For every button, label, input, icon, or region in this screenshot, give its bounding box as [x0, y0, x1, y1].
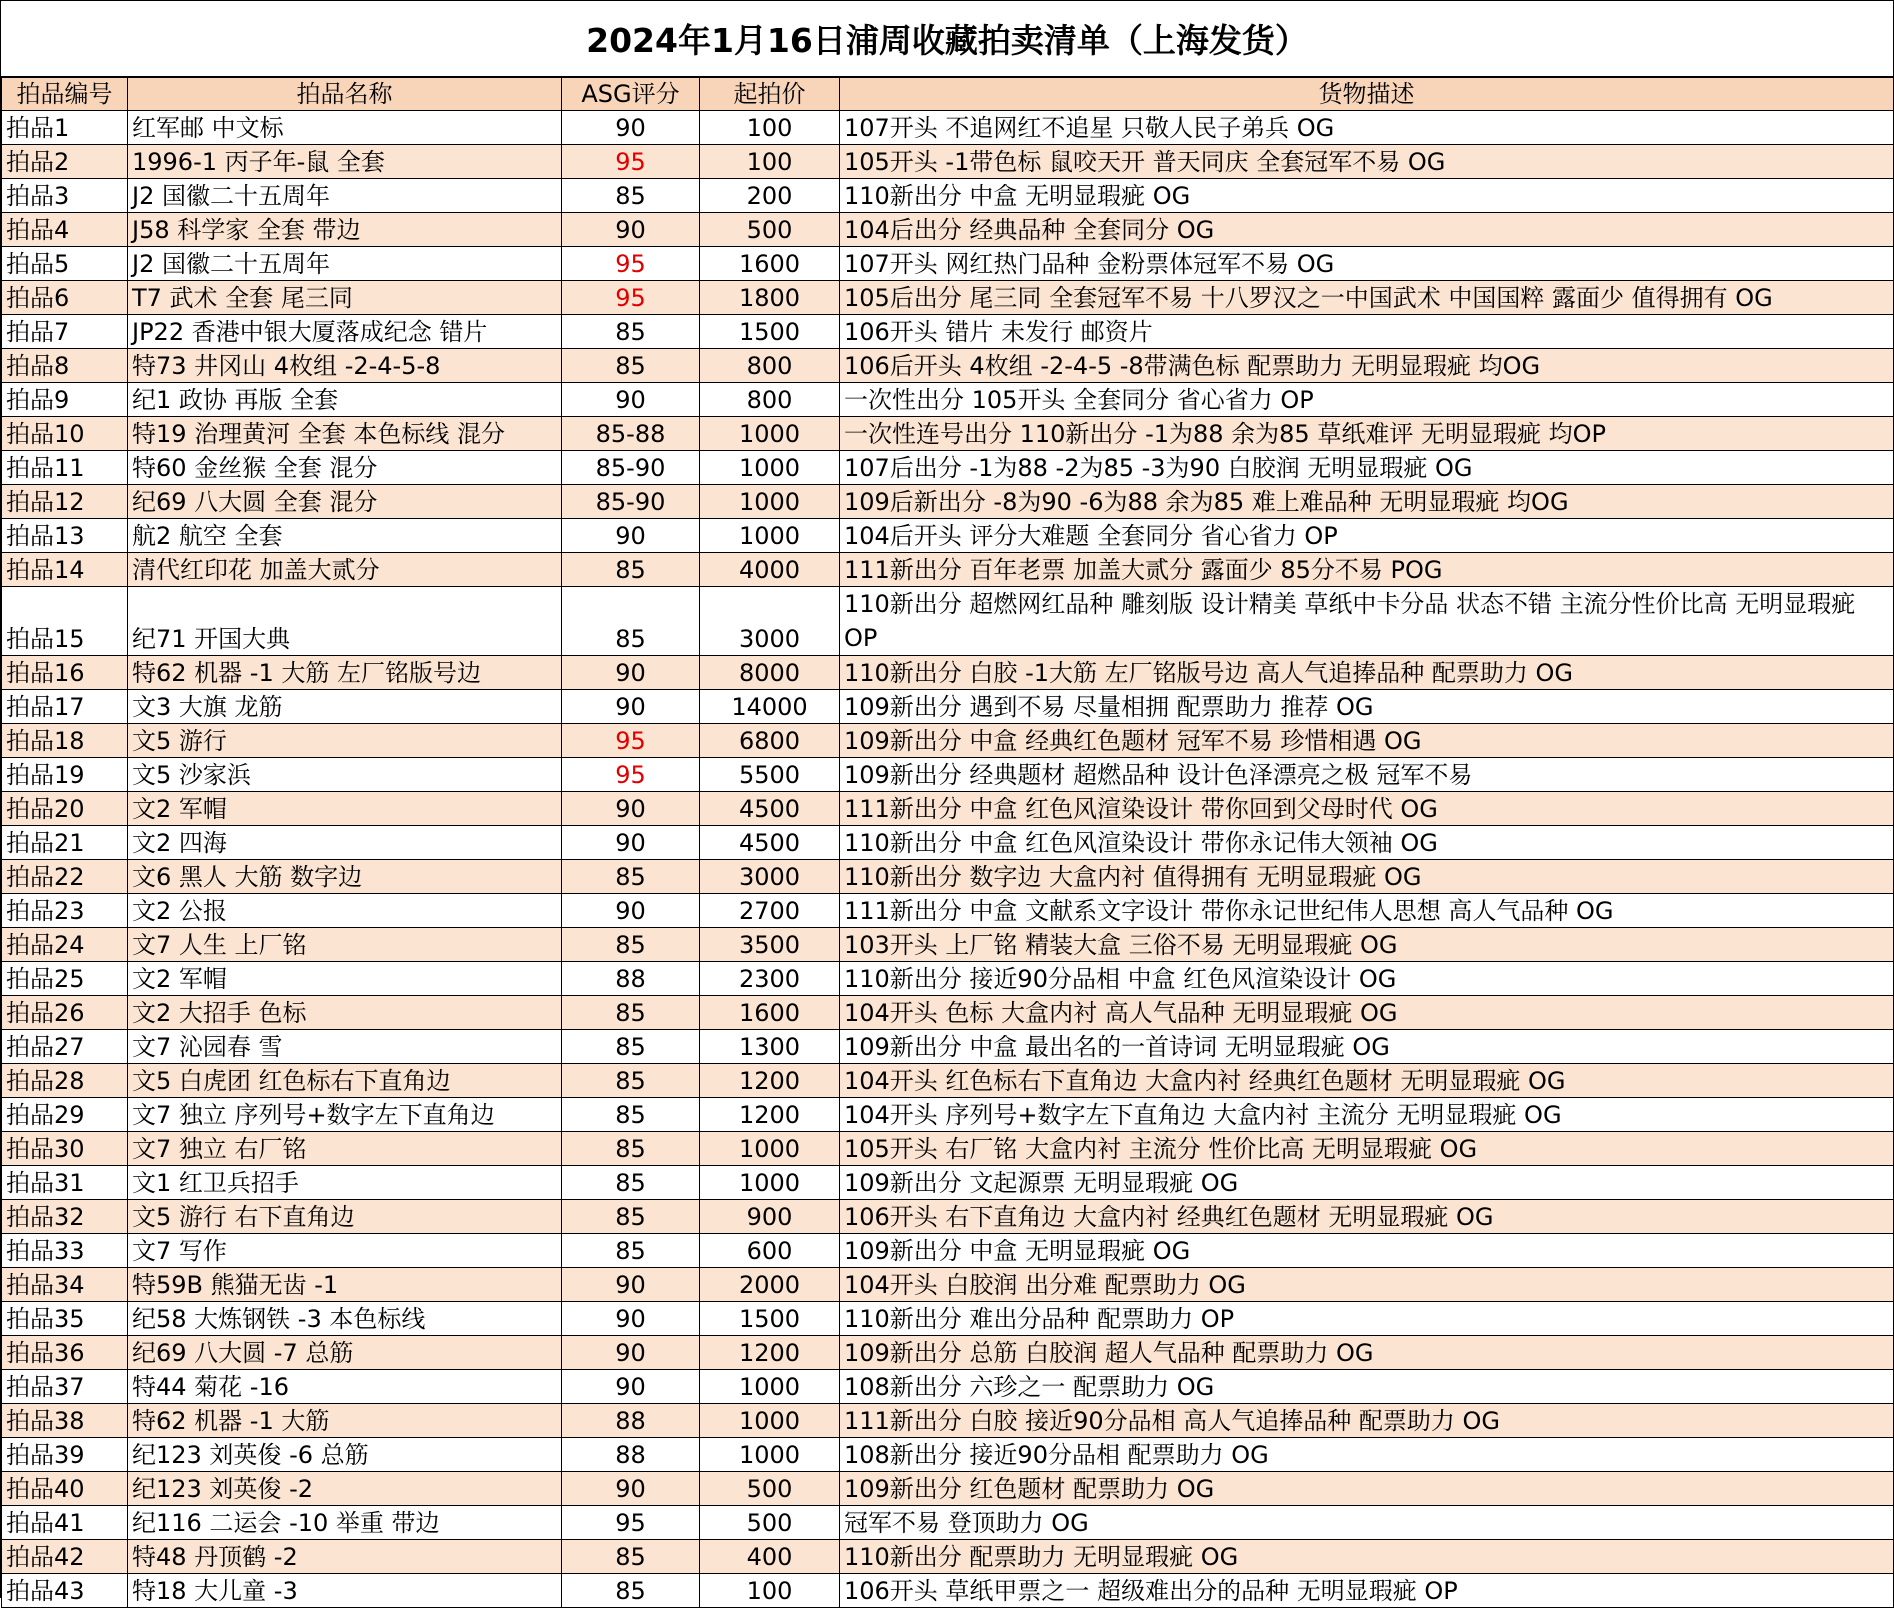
lot-number-cell: 拍品8	[2, 349, 128, 383]
lot-number-cell: 拍品27	[2, 1030, 128, 1064]
table-row	[2, 1268, 1894, 1302]
table-row	[2, 485, 1894, 519]
start-price-cell: 1000	[700, 1404, 840, 1438]
lot-number-cell: 拍品40	[2, 1472, 128, 1506]
description-cell: 冠军不易 登顶助力 OG	[840, 1506, 1894, 1540]
table-row	[2, 1438, 1894, 1472]
start-price-cell: 14000	[700, 690, 840, 724]
page-title: 2024年1月16日浦周收藏拍卖清单（上海发货）	[1, 1, 1893, 77]
asg-grade-cell: 88	[562, 962, 700, 996]
table-row	[2, 451, 1894, 485]
lot-name-cell: 特62 机器 -1 大筋 左厂铭版号边	[128, 656, 562, 690]
start-price-cell: 1300	[700, 1030, 840, 1064]
start-price-cell: 600	[700, 1234, 840, 1268]
start-price-cell: 3500	[700, 928, 840, 962]
lot-number-cell: 拍品13	[2, 519, 128, 553]
lot-number-cell: 拍品1	[2, 111, 128, 145]
description-cell: 109新出分 经典题材 超燃品种 设计色泽漂亮之极 冠军不易	[840, 758, 1894, 792]
description-cell: 111新出分 百年老票 加盖大贰分 露面少 85分不易 POG	[840, 553, 1894, 587]
asg-grade-cell: 90	[562, 1472, 700, 1506]
lot-name-cell: 特19 治理黄河 全套 本色标线 混分	[128, 417, 562, 451]
table-row	[2, 315, 1894, 349]
description-cell: 110新出分 中盒 无明显瑕疵 OG	[840, 179, 1894, 213]
start-price-cell: 2000	[700, 1268, 840, 1302]
lot-number-cell: 拍品17	[2, 690, 128, 724]
lot-number-cell: 拍品15	[2, 587, 128, 656]
asg-grade-cell: 85	[562, 1234, 700, 1268]
start-price-cell: 800	[700, 349, 840, 383]
start-price-cell: 1000	[700, 519, 840, 553]
description-cell: 107后出分 -1为88 -2为85 -3为90 白胶润 无明显瑕疵 OG	[840, 451, 1894, 485]
start-price-cell: 1200	[700, 1098, 840, 1132]
asg-grade-cell: 85	[562, 1098, 700, 1132]
description-cell: 109新出分 中盒 经典红色题材 冠军不易 珍惜相遇 OG	[840, 724, 1894, 758]
asg-grade-cell: 90	[562, 1370, 700, 1404]
table-row	[2, 690, 1894, 724]
lot-name-cell: 文7 独立 右厂铭	[128, 1132, 562, 1166]
description-cell: 110新出分 中盒 红色风渲染设计 带你永记伟大领袖 OG	[840, 826, 1894, 860]
asg-grade-cell: 85	[562, 860, 700, 894]
table-row	[2, 724, 1894, 758]
lot-name-cell: 纪1 政协 再版 全套	[128, 383, 562, 417]
lot-name-cell: 文5 游行 右下直角边	[128, 1200, 562, 1234]
asg-grade-cell: 90	[562, 826, 700, 860]
description-cell: 106开头 草纸甲票之一 超级难出分的品种 无明显瑕疵 OP	[840, 1574, 1894, 1608]
lot-name-cell: J58 科学家 全套 带边	[128, 213, 562, 247]
start-price-cell: 100	[700, 145, 840, 179]
asg-grade-cell: 85-88	[562, 417, 700, 451]
asg-grade-cell: 90	[562, 1268, 700, 1302]
description-cell: 104开头 序列号+数字左下直角边 大盒内衬 主流分 无明显瑕疵 OG	[840, 1098, 1894, 1132]
lot-name-cell: 文3 大旗 龙筋	[128, 690, 562, 724]
lot-number-cell: 拍品32	[2, 1200, 128, 1234]
asg-grade-cell: 85	[562, 1132, 700, 1166]
asg-grade-cell: 90	[562, 383, 700, 417]
start-price-cell: 1000	[700, 451, 840, 485]
lot-name-cell: 纪123 刘英俊 -2	[128, 1472, 562, 1506]
header-row	[2, 78, 1894, 111]
description-cell: 106开头 右下直角边 大盒内衬 经典红色题材 无明显瑕疵 OG	[840, 1200, 1894, 1234]
lot-number-cell: 拍品28	[2, 1064, 128, 1098]
table-row	[2, 996, 1894, 1030]
start-price-cell: 1200	[700, 1064, 840, 1098]
lot-name-cell: 文2 军帽	[128, 792, 562, 826]
description-cell: 110新出分 白胶 -1大筋 左厂铭版号边 高人气追捧品种 配票助力 OG	[840, 656, 1894, 690]
table-row	[2, 1370, 1894, 1404]
start-price-cell: 500	[700, 213, 840, 247]
description-cell: 107开头 网红热门品种 金粉票体冠军不易 OG	[840, 247, 1894, 281]
start-price-cell: 1500	[700, 315, 840, 349]
lot-name-cell: 纪116 二运会 -10 举重 带边	[128, 1506, 562, 1540]
auction-table	[1, 77, 1894, 1608]
start-price-cell: 1600	[700, 247, 840, 281]
description-cell: 104后开头 评分大难题 全套同分 省心省力 OP	[840, 519, 1894, 553]
description-cell: 110新出分 难出分品种 配票助力 OP	[840, 1302, 1894, 1336]
table-row	[2, 1540, 1894, 1574]
lot-number-cell: 拍品38	[2, 1404, 128, 1438]
lot-name-cell: 文5 沙家浜	[128, 758, 562, 792]
table-row	[2, 519, 1894, 553]
lot-name-cell: 红军邮 中文标	[128, 111, 562, 145]
asg-grade-cell: 95	[562, 247, 700, 281]
description-cell: 105开头 -1带色标 鼠咬天开 普天同庆 全套冠军不易 OG	[840, 145, 1894, 179]
description-cell: 111新出分 中盒 红色风渲染设计 带你回到父母时代 OG	[840, 792, 1894, 826]
lot-number-cell: 拍品24	[2, 928, 128, 962]
table-row	[2, 1404, 1894, 1438]
lot-number-cell: 拍品20	[2, 792, 128, 826]
table-row	[2, 383, 1894, 417]
start-price-cell: 1600	[700, 996, 840, 1030]
lot-number-cell: 拍品43	[2, 1574, 128, 1608]
asg-grade-cell: 95	[562, 724, 700, 758]
start-price-cell: 1000	[700, 1166, 840, 1200]
description-cell: 110新出分 配票助力 无明显瑕疵 OG	[840, 1540, 1894, 1574]
lot-name-cell: 特44 菊花 -16	[128, 1370, 562, 1404]
lot-number-cell: 拍品11	[2, 451, 128, 485]
lot-name-cell: 文1 红卫兵招手	[128, 1166, 562, 1200]
lot-number-cell: 拍品19	[2, 758, 128, 792]
lot-name-cell: 文2 四海	[128, 826, 562, 860]
table-row	[2, 553, 1894, 587]
lot-name-cell: 文7 独立 序列号+数字左下直角边	[128, 1098, 562, 1132]
header-lot-number: 拍品编号	[2, 78, 128, 111]
lot-name-cell: 纪71 开国大典	[128, 587, 562, 656]
lot-number-cell: 拍品7	[2, 315, 128, 349]
start-price-cell: 1000	[700, 417, 840, 451]
asg-grade-cell: 90	[562, 656, 700, 690]
asg-grade-cell: 85	[562, 553, 700, 587]
description-cell: 107开头 不追网红不追星 只敬人民子弟兵 OG	[840, 111, 1894, 145]
lot-number-cell: 拍品42	[2, 1540, 128, 1574]
start-price-cell: 1000	[700, 1438, 840, 1472]
lot-number-cell: 拍品33	[2, 1234, 128, 1268]
asg-grade-cell: 85	[562, 587, 700, 656]
lot-name-cell: 文7 人生 上厂铭	[128, 928, 562, 962]
asg-grade-cell: 90	[562, 690, 700, 724]
asg-grade-cell: 88	[562, 1438, 700, 1472]
lot-number-cell: 拍品23	[2, 894, 128, 928]
description-cell: 108新出分 接近90分品相 配票助力 OG	[840, 1438, 1894, 1472]
description-cell: 109新出分 总筋 白胶润 超人气品种 配票助力 OG	[840, 1336, 1894, 1370]
start-price-cell: 1000	[700, 485, 840, 519]
lot-number-cell: 拍品41	[2, 1506, 128, 1540]
lot-name-cell: 特59B 熊猫无齿 -1	[128, 1268, 562, 1302]
description-cell: 105后出分 尾三同 全套冠军不易 十八罗汉之一中国武术 中国国粹 露面少 值得拥有 OG	[840, 281, 1894, 315]
lot-number-cell: 拍品3	[2, 179, 128, 213]
lot-number-cell: 拍品9	[2, 383, 128, 417]
description-cell: 104开头 色标 大盒内衬 高人气品种 无明显瑕疵 OG	[840, 996, 1894, 1030]
description-cell: 109新出分 中盒 最出名的一首诗词 无明显瑕疵 OG	[840, 1030, 1894, 1064]
table-row	[2, 758, 1894, 792]
description-cell: 106开头 错片 未发行 邮资片	[840, 315, 1894, 349]
lot-name-cell: 纪123 刘英俊 -6 总筋	[128, 1438, 562, 1472]
description-cell: 110新出分 超燃网红品种 雕刻版 设计精美 草纸中卡分品 状态不错 主流分性价比高 无明显瑕疵 OP	[840, 587, 1894, 656]
table-row	[2, 928, 1894, 962]
description-cell: 104后出分 经典品种 全套同分 OG	[840, 213, 1894, 247]
description-cell: 109新出分 中盒 无明显瑕疵 OG	[840, 1234, 1894, 1268]
start-price-cell: 1200	[700, 1336, 840, 1370]
lot-number-cell: 拍品18	[2, 724, 128, 758]
lot-name-cell: 1996-1 丙子年-鼠 全套	[128, 145, 562, 179]
lot-name-cell: 纪58 大炼钢铁 -3 本色标线	[128, 1302, 562, 1336]
asg-grade-cell: 85	[562, 1166, 700, 1200]
table-row	[2, 860, 1894, 894]
asg-grade-cell: 85-90	[562, 451, 700, 485]
lot-name-cell: 特60 金丝猴 全套 混分	[128, 451, 562, 485]
asg-grade-cell: 90	[562, 1302, 700, 1336]
lot-name-cell: 特48 丹顶鹤 -2	[128, 1540, 562, 1574]
lot-number-cell: 拍品21	[2, 826, 128, 860]
lot-name-cell: 纪69 八大圆 全套 混分	[128, 485, 562, 519]
start-price-cell: 1000	[700, 1132, 840, 1166]
lot-name-cell: 文6 黑人 大筋 数字边	[128, 860, 562, 894]
table-row	[2, 962, 1894, 996]
start-price-cell: 6800	[700, 724, 840, 758]
description-cell: 111新出分 白胶 接近90分品相 高人气追捧品种 配票助力 OG	[840, 1404, 1894, 1438]
asg-grade-cell: 95	[562, 281, 700, 315]
table-row	[2, 1234, 1894, 1268]
lot-name-cell: 清代红印花 加盖大贰分	[128, 553, 562, 587]
start-price-cell: 4500	[700, 792, 840, 826]
table-row	[2, 1132, 1894, 1166]
lot-number-cell: 拍品10	[2, 417, 128, 451]
description-cell: 109新出分 文起源票 无明显瑕疵 OG	[840, 1166, 1894, 1200]
start-price-cell: 8000	[700, 656, 840, 690]
description-cell: 104开头 红色标右下直角边 大盒内衬 经典红色题材 无明显瑕疵 OG	[840, 1064, 1894, 1098]
header-asg-grade: ASG评分	[562, 78, 700, 111]
asg-grade-cell: 85	[562, 1064, 700, 1098]
table-row	[2, 826, 1894, 860]
start-price-cell: 1500	[700, 1302, 840, 1336]
lot-number-cell: 拍品39	[2, 1438, 128, 1472]
header-start-price: 起拍价	[700, 78, 840, 111]
lot-number-cell: 拍品36	[2, 1336, 128, 1370]
description-cell: 103开头 上厂铭 精装大盒 三俗不易 无明显瑕疵 OG	[840, 928, 1894, 962]
table-row	[2, 281, 1894, 315]
lot-number-cell: 拍品26	[2, 996, 128, 1030]
start-price-cell: 500	[700, 1506, 840, 1540]
table-row	[2, 587, 1894, 656]
lot-name-cell: 文2 军帽	[128, 962, 562, 996]
lot-number-cell: 拍品35	[2, 1302, 128, 1336]
lot-name-cell: 文2 大招手 色标	[128, 996, 562, 1030]
asg-grade-cell: 85	[562, 1030, 700, 1064]
description-cell: 105开头 右厂铭 大盒内衬 主流分 性价比高 无明显瑕疵 OG	[840, 1132, 1894, 1166]
lot-number-cell: 拍品22	[2, 860, 128, 894]
asg-grade-cell: 85	[562, 1200, 700, 1234]
table-row	[2, 1506, 1894, 1540]
start-price-cell: 400	[700, 1540, 840, 1574]
lot-number-cell: 拍品6	[2, 281, 128, 315]
table-row	[2, 1336, 1894, 1370]
start-price-cell: 1800	[700, 281, 840, 315]
description-cell: 110新出分 接近90分品相 中盒 红色风渲染设计 OG	[840, 962, 1894, 996]
description-cell: 一次性出分 105开头 全套同分 省心省力 OP	[840, 383, 1894, 417]
start-price-cell: 1000	[700, 1370, 840, 1404]
asg-grade-cell: 95	[562, 145, 700, 179]
description-cell: 106后开头 4枚组 -2-4-5 -8带满色标 配票助力 无明显瑕疵 均OG	[840, 349, 1894, 383]
asg-grade-cell: 85	[562, 928, 700, 962]
start-price-cell: 4000	[700, 553, 840, 587]
table-row	[2, 1472, 1894, 1506]
lot-number-cell: 拍品31	[2, 1166, 128, 1200]
start-price-cell: 200	[700, 179, 840, 213]
lot-name-cell: JP22 香港中银大厦落成纪念 错片	[128, 315, 562, 349]
start-price-cell: 2300	[700, 962, 840, 996]
lot-name-cell: 文7 写作	[128, 1234, 562, 1268]
description-cell: 109后新出分 -8为90 -6为88 余为85 难上难品种 无明显瑕疵 均OG	[840, 485, 1894, 519]
table-row	[2, 792, 1894, 826]
lot-number-cell: 拍品16	[2, 656, 128, 690]
table-row	[2, 1064, 1894, 1098]
table-row	[2, 1030, 1894, 1064]
start-price-cell: 2700	[700, 894, 840, 928]
table-row	[2, 894, 1894, 928]
start-price-cell: 3000	[700, 587, 840, 656]
description-cell: 一次性连号出分 110新出分 -1为88 余为85 草纸难评 无明显瑕疵 均OP	[840, 417, 1894, 451]
table-row	[2, 1200, 1894, 1234]
start-price-cell: 800	[700, 383, 840, 417]
start-price-cell: 500	[700, 1472, 840, 1506]
lot-number-cell: 拍品12	[2, 485, 128, 519]
asg-grade-cell: 85	[562, 1540, 700, 1574]
lot-number-cell: 拍品5	[2, 247, 128, 281]
asg-grade-cell: 95	[562, 758, 700, 792]
description-cell: 111新出分 中盒 文献系文字设计 带你永记世纪伟人思想 高人气品种 OG	[840, 894, 1894, 928]
table-row	[2, 1166, 1894, 1200]
lot-name-cell: J2 国徽二十五周年	[128, 179, 562, 213]
lot-name-cell: J2 国徽二十五周年	[128, 247, 562, 281]
table-row	[2, 111, 1894, 145]
lot-number-cell: 拍品34	[2, 1268, 128, 1302]
lot-name-cell: 文5 游行	[128, 724, 562, 758]
asg-grade-cell: 90	[562, 519, 700, 553]
asg-grade-cell: 90	[562, 1336, 700, 1370]
lot-name-cell: 航2 航空 全套	[128, 519, 562, 553]
asg-grade-cell: 85	[562, 996, 700, 1030]
lot-number-cell: 拍品2	[2, 145, 128, 179]
lot-name-cell: 文5 白虎团 红色标右下直角边	[128, 1064, 562, 1098]
table-row	[2, 179, 1894, 213]
lot-name-cell: 纪69 八大圆 -7 总筋	[128, 1336, 562, 1370]
lot-number-cell: 拍品29	[2, 1098, 128, 1132]
table-row	[2, 1302, 1894, 1336]
header-lot-name: 拍品名称	[128, 78, 562, 111]
asg-grade-cell: 85	[562, 1574, 700, 1608]
table-row	[2, 145, 1894, 179]
table-row	[2, 1098, 1894, 1132]
start-price-cell: 4500	[700, 826, 840, 860]
table-row	[2, 1574, 1894, 1608]
asg-grade-cell: 85	[562, 349, 700, 383]
description-cell: 109新出分 红色题材 配票助力 OG	[840, 1472, 1894, 1506]
lot-number-cell: 拍品4	[2, 213, 128, 247]
asg-grade-cell: 90	[562, 213, 700, 247]
asg-grade-cell: 90	[562, 894, 700, 928]
asg-grade-cell: 90	[562, 111, 700, 145]
lot-number-cell: 拍品25	[2, 962, 128, 996]
description-cell: 108新出分 六珍之一 配票助力 OG	[840, 1370, 1894, 1404]
lot-name-cell: T7 武术 全套 尾三同	[128, 281, 562, 315]
asg-grade-cell: 85	[562, 315, 700, 349]
asg-grade-cell: 95	[562, 1506, 700, 1540]
asg-grade-cell: 85-90	[562, 485, 700, 519]
lot-number-cell: 拍品37	[2, 1370, 128, 1404]
table-row	[2, 247, 1894, 281]
table-row	[2, 417, 1894, 451]
table-row	[2, 349, 1894, 383]
start-price-cell: 100	[700, 111, 840, 145]
table-row	[2, 213, 1894, 247]
asg-grade-cell: 85	[562, 179, 700, 213]
asg-grade-cell: 88	[562, 1404, 700, 1438]
start-price-cell: 100	[700, 1574, 840, 1608]
start-price-cell: 3000	[700, 860, 840, 894]
lot-name-cell: 特62 机器 -1 大筋	[128, 1404, 562, 1438]
description-cell: 109新出分 遇到不易 尽量相拥 配票助力 推荐 OG	[840, 690, 1894, 724]
lot-name-cell: 特18 大儿童 -3	[128, 1574, 562, 1608]
description-cell: 104开头 白胶润 出分难 配票助力 OG	[840, 1268, 1894, 1302]
table-body	[2, 111, 1894, 1608]
lot-name-cell: 文2 公报	[128, 894, 562, 928]
asg-grade-cell: 90	[562, 792, 700, 826]
table-row	[2, 656, 1894, 690]
lot-name-cell: 文7 沁园春 雪	[128, 1030, 562, 1064]
lot-number-cell: 拍品14	[2, 553, 128, 587]
start-price-cell: 5500	[700, 758, 840, 792]
description-cell: 110新出分 数字边 大盒内衬 值得拥有 无明显瑕疵 OG	[840, 860, 1894, 894]
lot-number-cell: 拍品30	[2, 1132, 128, 1166]
lot-name-cell: 特73 井冈山 4枚组 -2-4-5-8	[128, 349, 562, 383]
header-description: 货物描述	[840, 78, 1894, 111]
start-price-cell: 900	[700, 1200, 840, 1234]
